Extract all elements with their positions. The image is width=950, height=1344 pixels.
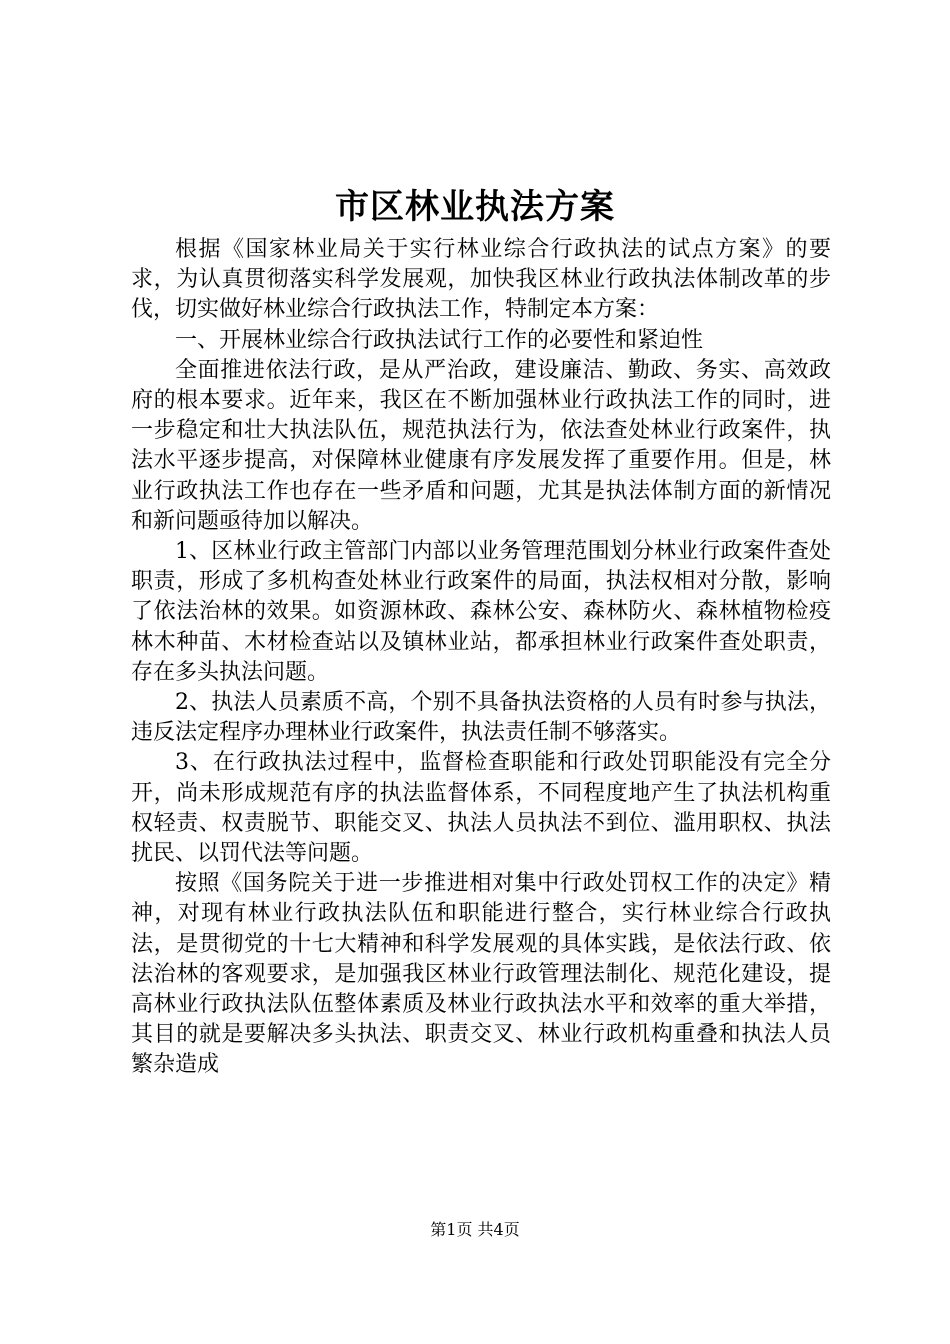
- paragraph-intro: 根据《国家林业局关于实行林业综合行政执法的试点方案》的要求，为认真贯彻落实科学发展观，加快我区林业行政执法体制改革的步伐，切实做好林业综合行政执法工作，特制定本方案：: [131, 237, 831, 323]
- paragraph-item-1: 1、区林业行政主管部门内部以业务管理范围划分林业行政案件查处职责，形成了多机构查处林业行政案件的局面，执法权相对分散，影响了依法治林的效果。如资源林政、森林公安、森林防火、森林植物检疫林木种苗、木材检查站以及镇林业站，都承担林业行政案件查处职责，存在多头执法问题。: [131, 539, 831, 685]
- paragraph-necessity: 全面推进依法行政，是从严治政，建设廉洁、勤政、务实、高效政府的根本要求。近年来，我区在不断加强林业行政执法工作的同时，进一步稳定和壮大执法队伍，规范执法行为，依法查处林业行政案件，执法水平逐步提高，对保障林业健康有序发展发挥了重要作用。但是，林业行政执法工作也存在一些矛盾和问题，尤其是执法体制方面的新情况和新问题亟待加以解决。: [131, 357, 831, 534]
- document-body: [131, 235, 831, 1081]
- document-title: 市区林业执法方案: [335, 187, 615, 227]
- paragraph-item-2: 2、执法人员素质不高，个别不具备执法资格的人员有时参与执法，违反法定程序办理林业行政案件，执法责任制不够落实。: [131, 690, 831, 746]
- paragraph-according: 按照《国务院关于进一步推进相对集中行政处罚权工作的决定》精神，对现有林业行政执法队伍和职能进行整合，实行林业综合行政执法，是贯彻党的十七大精神和科学发展观的具体实践，是依法行政、依法治林的客观要求，是加强我区林业行政管理法制化、规范化建设，提高林业行政执法队伍整体素质及林业行政执法水平和效率的重大举措，其目的就是要解决多头执法、职责交叉、林业行政机构重叠和执法人员繁杂造成: [131, 871, 831, 1078]
- page-footer: 第1页 共4页: [430, 1220, 520, 1239]
- paragraph-item-3: 3、在行政执法过程中，监督检查职能和行政处罚职能没有完全分开，尚未形成规范有序的执法监督体系，不同程度地产生了执法机构重权轻责、权责脱节、职能交叉、执法人员执法不到位、滥用职权、执法扰民、以罚代法等问题。: [131, 750, 831, 867]
- section-heading-1: 一、开展林业综合行政执法试行工作的必要性和紧迫性: [175, 327, 704, 353]
